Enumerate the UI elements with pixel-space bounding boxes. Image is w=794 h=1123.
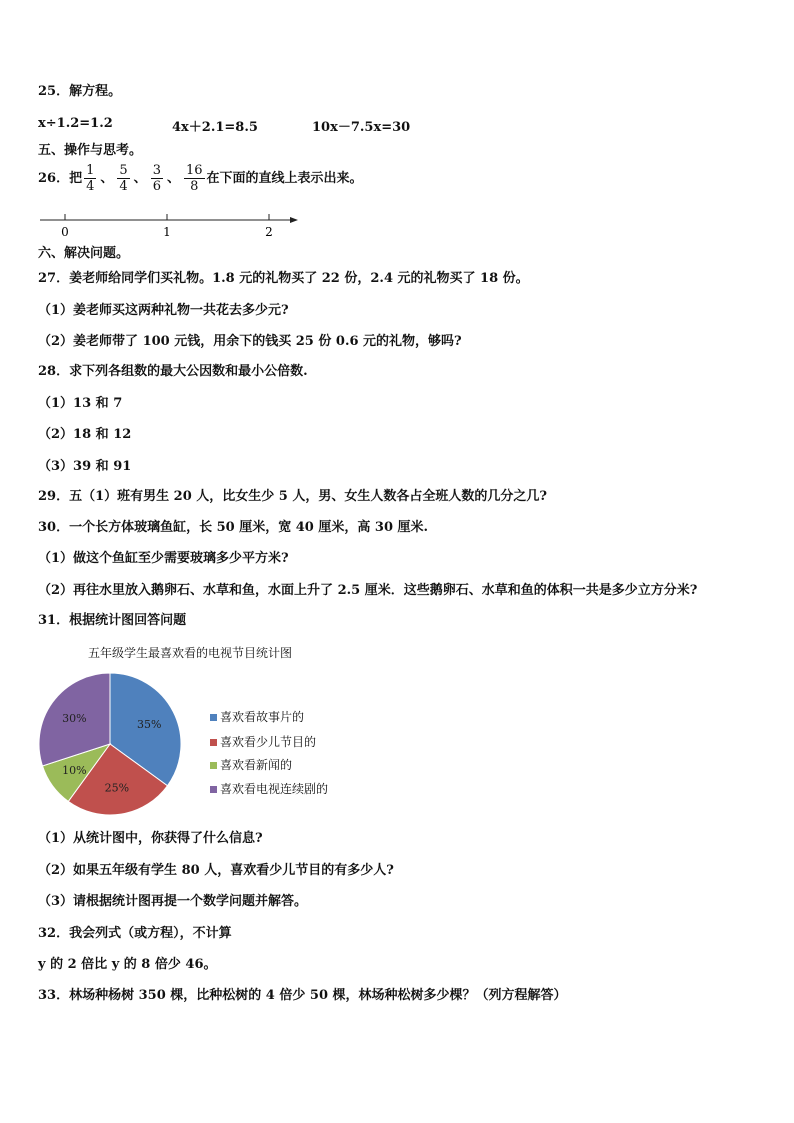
fraction-4-numerator: 16: [185, 163, 203, 178]
q26-suffix: 在下面的直线上表示出来。: [206, 171, 363, 186]
pie-label-1: 35%: [136, 718, 162, 732]
legend-swatch-2: [210, 739, 217, 746]
q33-title: 33．林场种杨树 350 棵，比种松树的 4 倍少 50 棵，林场种松树多少棵？（列方程解答）: [38, 988, 567, 1003]
arrow-head-icon: [290, 217, 298, 223]
section-6-heading: 六、解决问题。: [38, 246, 130, 261]
equation-2: 4x＋2.1=8.5: [172, 120, 258, 135]
legend-item-2: [210, 733, 316, 750]
q28-title: 28．求下列各组数的最大公因数和最小公倍数.: [38, 364, 308, 379]
fraction-3-denominator: 6: [152, 179, 161, 194]
number-line: [0, 210, 794, 250]
fraction-3-numerator: 3: [152, 163, 161, 178]
fraction-4-denominator: 8: [190, 179, 199, 194]
q27-title: 27．姜老师给同学们买礼物。1.8 元的礼物买了 22 份，2.4 元的礼物买了 18 份。: [38, 271, 529, 286]
fraction-2: [117, 163, 129, 194]
tick-label-0: 0: [61, 225, 69, 239]
legend-label-1: 喜欢看故事片的: [220, 710, 305, 724]
fraction-2-numerator: 5: [119, 163, 128, 178]
separator: 、: [100, 171, 114, 186]
separator: 、: [166, 171, 180, 186]
q31-part-3: （3）请根据统计图再提一个数学问题并解答。: [38, 894, 308, 909]
legend-label-3: 喜欢看新闻的: [220, 758, 293, 772]
chart-title: 五年级学生最喜欢看的电视节目统计图: [88, 646, 293, 660]
q32-part-1: y 的 2 倍比 y 的 8 倍少 46。: [38, 957, 217, 972]
q31-part-1: （1）从统计图中，你获得了什么信息?: [38, 831, 263, 846]
q27-part-2: （2）姜老师带了 100 元钱，用余下的钱买 25 份 0.6 元的礼物，够吗?: [38, 334, 462, 349]
fraction-1-denominator: 4: [86, 179, 95, 194]
q26-title: [38, 162, 363, 196]
fraction-2-denominator: 4: [119, 179, 128, 194]
legend-swatch-3: [210, 762, 217, 769]
tick-label-1: 1: [163, 225, 171, 239]
equation-3: 10x－7.5x=30: [312, 120, 411, 135]
q31-title: 31．根据统计图回答问题: [38, 613, 187, 628]
legend-swatch-4: [210, 786, 217, 793]
pie-label-4: 30%: [62, 712, 87, 726]
q28-part-2: （2）18 和 12: [38, 427, 132, 442]
fraction-4: [184, 163, 205, 194]
q32-title: 32．我会列式（或方程），不计算: [38, 926, 232, 941]
equation-1: x÷1.2=1.2: [38, 116, 113, 131]
q28-part-3: （3）39 和 91: [38, 459, 132, 474]
legend-item-4: [210, 780, 328, 797]
tick-label-2: 2: [265, 225, 273, 239]
legend-label-4: 喜欢看电视连续剧的: [220, 782, 329, 796]
q27-part-1: （1）姜老师买这两种礼物一共花去多少元?: [38, 303, 289, 318]
pie-label-3: 10%: [62, 763, 87, 777]
legend-item-1: [210, 708, 304, 725]
q31-part-2: （2）如果五年级有学生 80 人，喜欢看少儿节目的有多少人?: [38, 863, 394, 878]
legend-item-3: [210, 756, 292, 773]
q25-title: 25．解方程。: [38, 84, 122, 99]
pie-label-2: 25%: [104, 781, 130, 795]
legend-swatch-1: [210, 714, 217, 721]
q30-part-2: （2）再往水里放入鹅卵石、水草和鱼，水面上升了 2.5 厘米．这些鹅卵石、水草和鱼的体积一共是多少立方分米?: [38, 583, 698, 598]
q26-prefix: 26．把: [38, 171, 83, 186]
pie-chart: [20, 666, 210, 826]
separator: 、: [133, 171, 147, 186]
q30-title: 30．一个长方体玻璃鱼缸，长 50 厘米，宽 40 厘米，高 30 厘米.: [38, 520, 429, 535]
fraction-1: [84, 163, 96, 194]
section-5-heading: 五、操作与思考。: [38, 143, 143, 158]
legend-label-2: 喜欢看少儿节目的: [220, 735, 317, 749]
q30-part-1: （1）做这个鱼缸至少需要玻璃多少平方米?: [38, 551, 289, 566]
q28-part-1: （1）13 和 7: [38, 396, 123, 411]
q29-title: 29．五（1）班有男生 20 人，比女生少 5 人，男、女生人数各占全班人数的几分之几?: [38, 489, 547, 504]
fraction-1-numerator: 1: [86, 163, 95, 178]
fraction-3: [151, 163, 163, 194]
